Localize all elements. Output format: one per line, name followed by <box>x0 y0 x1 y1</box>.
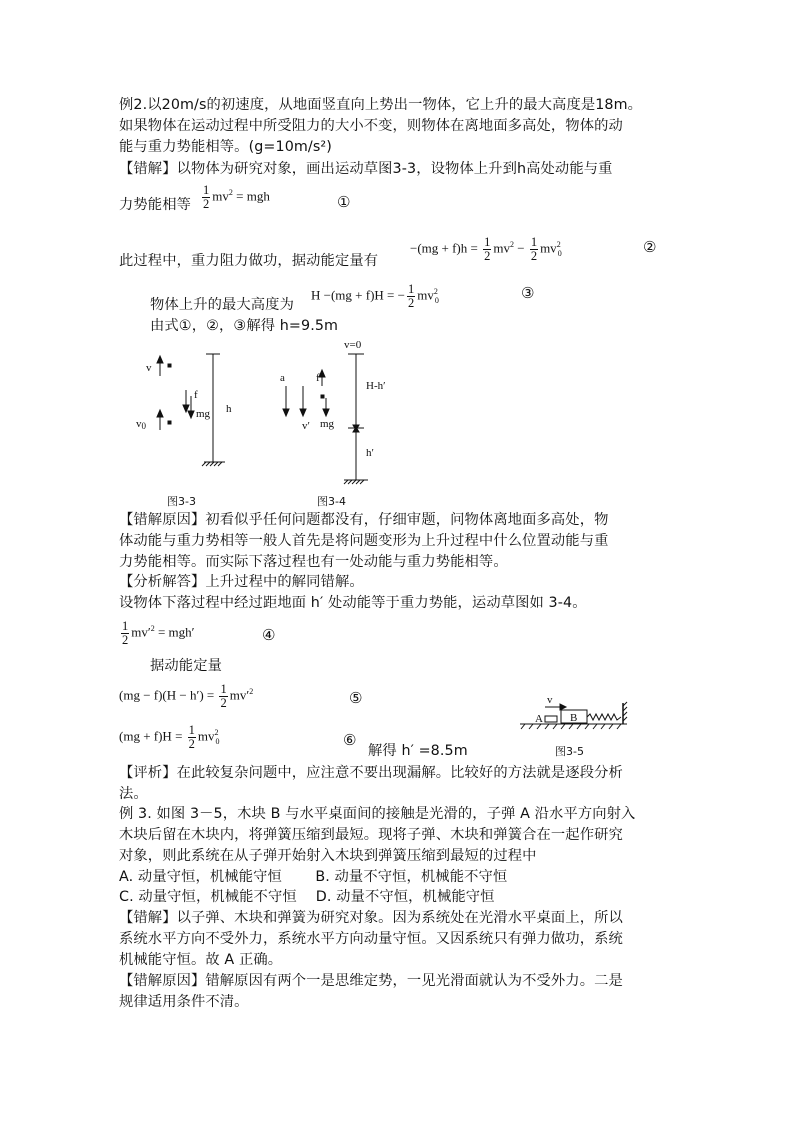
option-line: A. 动量守恒，机械能守恒 B. 动量不守恒，机械能不守恒 <box>119 869 508 885</box>
text-line: 能与重力势能相等。(g=10m/s²) <box>119 139 332 155</box>
equation-mark: ① <box>337 193 351 211</box>
label-v: v <box>547 694 553 706</box>
label-A: A <box>535 713 543 725</box>
text-line: 设物体下落过程中经过距地面 h′ 处动能等于重力势能，运动草图如 3-4。 <box>119 595 587 611</box>
equation-mark: ③ <box>521 284 535 302</box>
text-line: 【评析】在此较复杂问题中，应注意不要出现漏解。比较好的方法就是逐段分析 <box>119 765 623 781</box>
text-line: 【错解原因】错解原因有两个一是思维定势，一见光滑面就认为不受外力。二是 <box>119 973 623 989</box>
text-line: 如果物体在运动过程中所受阻力的大小不变，则物体在离地面多高处，物体的动 <box>119 118 623 134</box>
label-v-prime: v′ <box>302 420 310 432</box>
text-line: 例2.以20m/s的初速度，从地面竖直向上势出一物体，它上升的最大高度是18m。 <box>119 97 643 113</box>
text-line: 【错解】以子弹、木块和弹簧为研究对象。因为系统处在光滑水平桌面上，所以 <box>119 910 623 926</box>
label-B: B <box>570 712 578 724</box>
text-line: 法。 <box>119 786 148 802</box>
text-line: 系统水平方向不受外力，系统水平方向动量守恒。又因系统只有弹力做功，系统 <box>119 931 623 947</box>
figure-caption: 图3-3 <box>167 495 196 508</box>
text-line: 例 3. 如图 3－5，木块 B 与水平桌面间的接触是光滑的，子弹 A 沿水平方向射入 <box>119 806 636 822</box>
equation-2: −(mg + f)h = $\frac{1}{2}$ $mv^2$ − $\frac{1}{2}$ $mv^2_0$ <box>410 235 562 263</box>
text-line: 据动能定量 <box>150 658 222 674</box>
text-line: 物体上升的最大高度为 <box>150 297 294 313</box>
equation-4: $\frac{1}{2}$ $mv'^2 = mgh'$ <box>122 619 195 647</box>
equation-1: $\frac{1}{2}$ $mv^2$ = mgh <box>203 183 270 211</box>
equation-3: H −(mg + f)H = − $\frac{1}{2}$ $mv^2_0$ <box>311 282 439 310</box>
text-line: 此过程中，重力阻力做功，据动能定量有 <box>119 253 379 269</box>
text-line: 规律适用条件不清。 <box>119 994 249 1010</box>
text-line: 力势能相等 <box>119 197 191 213</box>
text-line: 【错解】以物体为研究对象，画出运动草图3-3，设物体上升到h高处动能与重 <box>119 161 613 177</box>
text-line: 机械能守恒。故 A 正确。 <box>119 952 283 968</box>
figures-3-3-3-4 <box>130 338 390 508</box>
label-v0: v0 <box>136 418 146 431</box>
equation-mark: ⑥ <box>343 731 357 749</box>
label-v-zero: v=0 <box>344 339 362 351</box>
text-line: 【错解原因】初看似乎任何问题都没有，仔细审题，问物体离地面多高处，物 <box>119 512 609 528</box>
label-mg: mg <box>320 418 335 430</box>
label-f: f <box>194 389 198 401</box>
label-v: v <box>146 362 152 374</box>
text-line: 对象，则此系统在从子弹开始射入木块到弹簧压缩到最短的过程中 <box>119 848 537 864</box>
label-a: a <box>280 372 285 384</box>
equation-mark: ④ <box>262 626 276 644</box>
equation-mark: ⑤ <box>349 689 363 707</box>
text-line: 由式①，②，③解得 h=9.5m <box>150 318 339 334</box>
text-line: 力势能相等。而实际下落过程也有一处动能与重力势能相等。 <box>119 554 508 570</box>
text-line: 解得 h′ =8.5m <box>368 743 468 759</box>
option-line: C. 动量守恒，机械能不守恒 D. 动量不守恒，机械能守恒 <box>119 889 495 905</box>
label-H-minus-h-prime: H-h′ <box>366 380 386 392</box>
label-f: f <box>316 372 320 384</box>
text-line: 【分析解答】上升过程中的解同错解。 <box>119 574 364 590</box>
label-mg: mg <box>196 408 211 420</box>
equation-5: (mg − f)(H − h′) = $\frac{1}{2}$ $mv'^2$ <box>119 682 254 710</box>
label-h-prime: h′ <box>366 447 374 459</box>
equation-6: (mg + f)H = $\frac{1}{2}$ $mv^2_0$ <box>119 723 220 751</box>
figure-caption: 图3-5 <box>555 745 584 758</box>
label-h: h <box>226 403 232 415</box>
text-line: 体动能与重力势相等一般人首先是将问题变形为上升过程中什么位置动能与重 <box>119 533 609 549</box>
text-line: 木块后留在木块内，将弹簧压缩到最短。现将子弹、木块和弹簧合在一起作研究 <box>119 827 623 843</box>
equation-mark: ② <box>643 238 657 256</box>
figure-caption: 图3-4 <box>317 495 346 508</box>
